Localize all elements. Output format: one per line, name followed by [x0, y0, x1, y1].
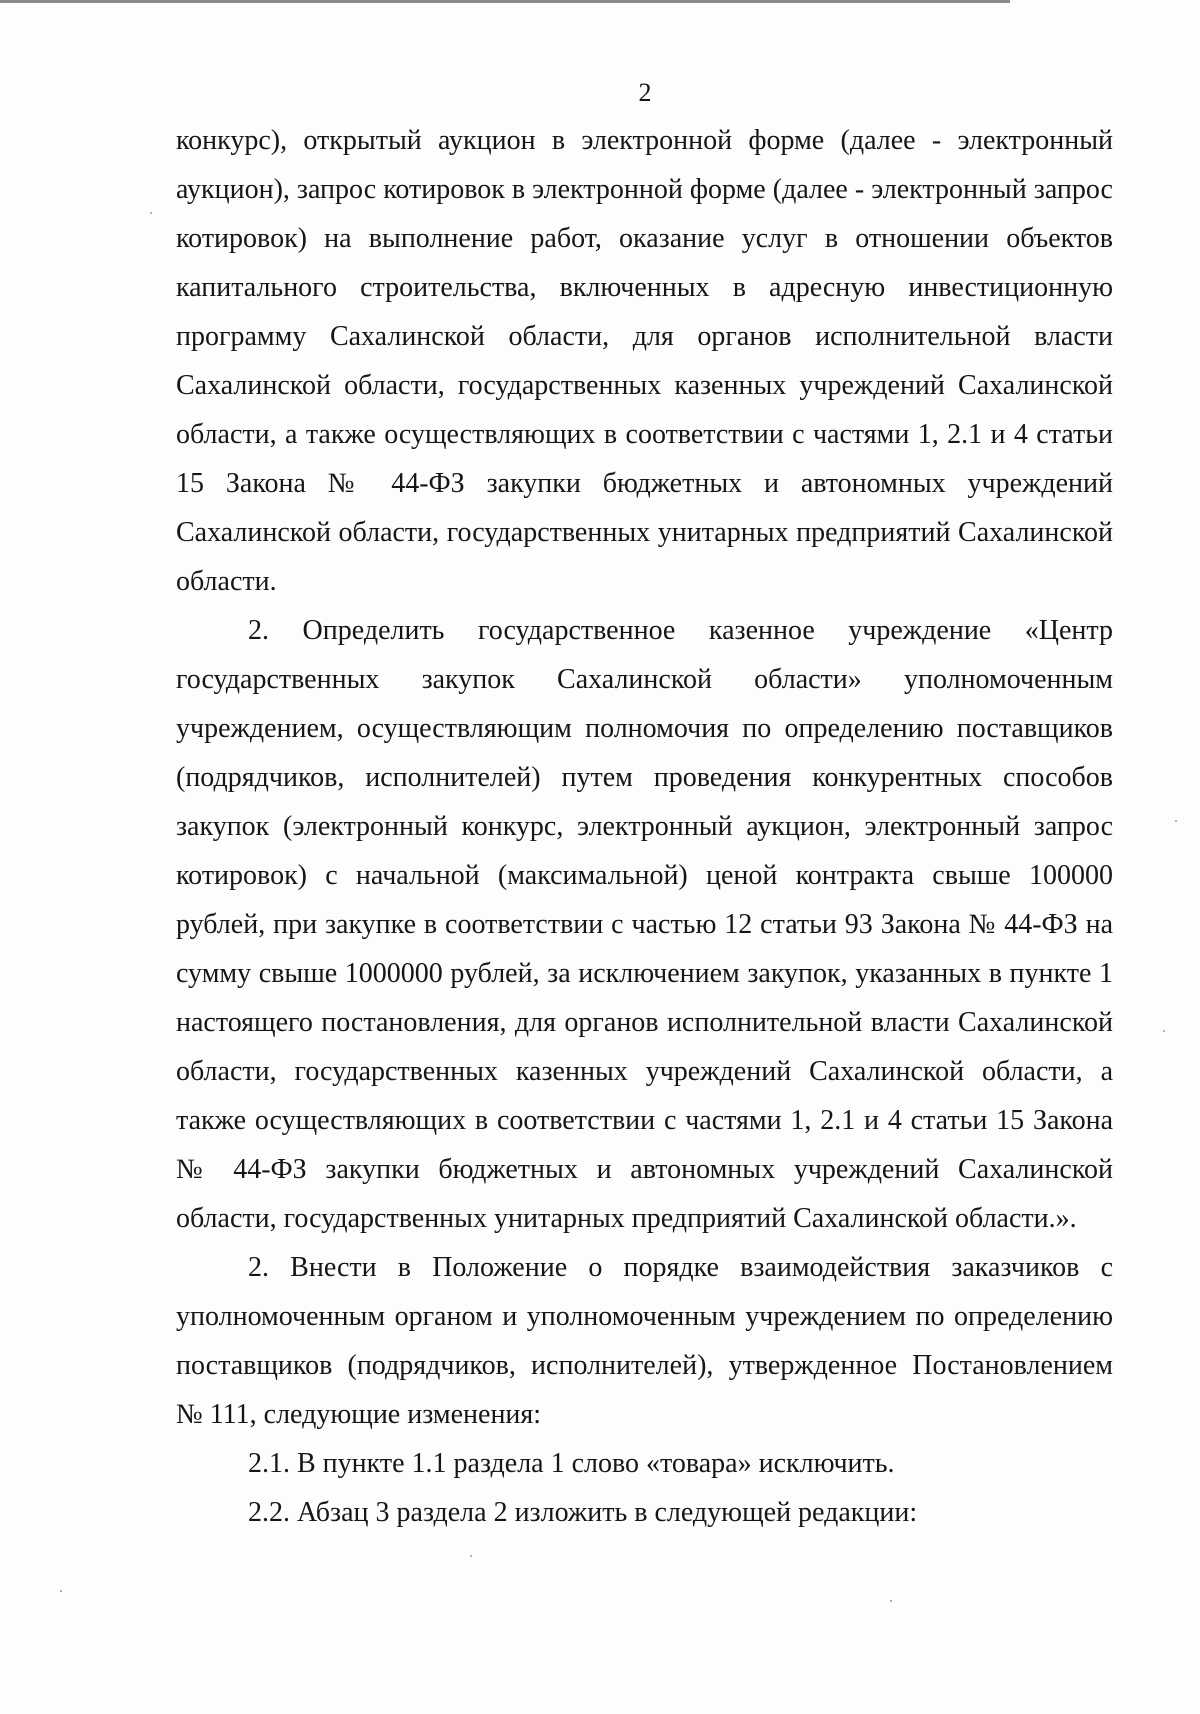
document-body	[176, 116, 1113, 1537]
scan-speck	[60, 1590, 62, 1592]
scan-speck	[1163, 1030, 1165, 1032]
top-border-line	[0, 0, 1010, 3]
paragraph-item-2-amendments: 2. Внести в Положение о порядке взаимодействия заказчиков с уполномоченным органом и уполномоченным учреждением по определению поставщиков (подрядчиков, исполнителей), утвержденное Постановлением № 111, следующие изменения:	[176, 1252, 1113, 1430]
paragraph-item-2-2: 2.2. Абзац 3 раздела 2 изложить в следующей редакции:	[248, 1497, 918, 1528]
scan-speck	[470, 1555, 472, 1557]
scan-speck	[150, 212, 152, 214]
paragraph-continuation: конкурс), открытый аукцион в электронной форме (далее - электронный аукцион), запрос котировок в электронной форме (далее - электронный запрос котировок) на выполнение работ, оказание услуг в отношении объектов капитального строительства, включенных в адресную инвестиционную программу Сахалинской области, для органов исполнительной власти Сахалинской области, государственных казенных учреждений Сахалинской области, а также осуществляющих в соответствии с частями 1, 2.1 и 4 статьи 15 Закона № 44-ФЗ закупки бюджетных и автономных учреждений Сахалинской области, государственных унитарных предприятий Сахалинской области.	[176, 125, 1113, 597]
scan-speck	[890, 1600, 892, 1602]
page-number: 2	[638, 78, 652, 107]
paragraph-item-2-designate: 2. Определить государственное казенное учреждение «Центр государственных закупок Сахалинской области» уполномоченным учреждением, осуществляющим полномочия по определению поставщиков (подрядчиков, исполнителей) путем проведения конкурентных способов закупок (электронный конкурс, электронный аукцион, электронный запрос котировок) с начальной (максимальной) ценой контракта свыше 100000 рублей, при закупке в соответствии с частью 12 статьи 93 Закона № 44-ФЗ на сумму свыше 1000000 рублей, за исключением закупок, указанных в пункте 1 настоящего постановления, для органов исполнительной власти Сахалинской области, государственных казенных учреждений Сахалинской области, а также осуществляющих в соответствии с частями 1, 2.1 и 4 статьи 15 Закона № 44-ФЗ закупки бюджетных и автономных учреждений Сахалинской области, государственных унитарных предприятий Сахалинской области.».	[176, 615, 1113, 1234]
paragraph-item-2-1: 2.1. В пункте 1.1 раздела 1 слово «товара» исключить.	[248, 1448, 895, 1479]
scan-speck	[1175, 820, 1177, 822]
